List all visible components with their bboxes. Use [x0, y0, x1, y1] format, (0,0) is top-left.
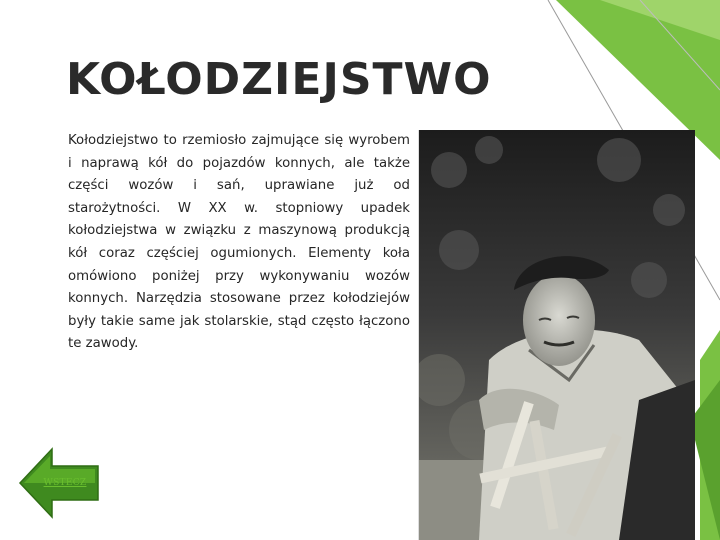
- back-button[interactable]: [18, 446, 100, 520]
- page-title: KOŁODZIEJSTWO: [66, 54, 492, 105]
- vintage-photo: [418, 130, 695, 540]
- back-button-label: WSTECZ: [43, 478, 87, 488]
- body-paragraph: Kołodziejstwo to rzemiosło zajmujące się wyrobem i naprawą kół do pojazdów konnych, ale także części wozów i sań, uprawiane już od starożytności. W XX w. stopniowy upadek kołodziejstwa w związku z maszynową produkcją kół coraz częściej ogumionych. Elementy koła omówiono poniżej przy wykonywaniu wozów konnych. Narzędzia stosowane przez kołodziejów były takie same jak stolarskie, stąd często łączono te zawody.: [68, 133, 410, 352]
